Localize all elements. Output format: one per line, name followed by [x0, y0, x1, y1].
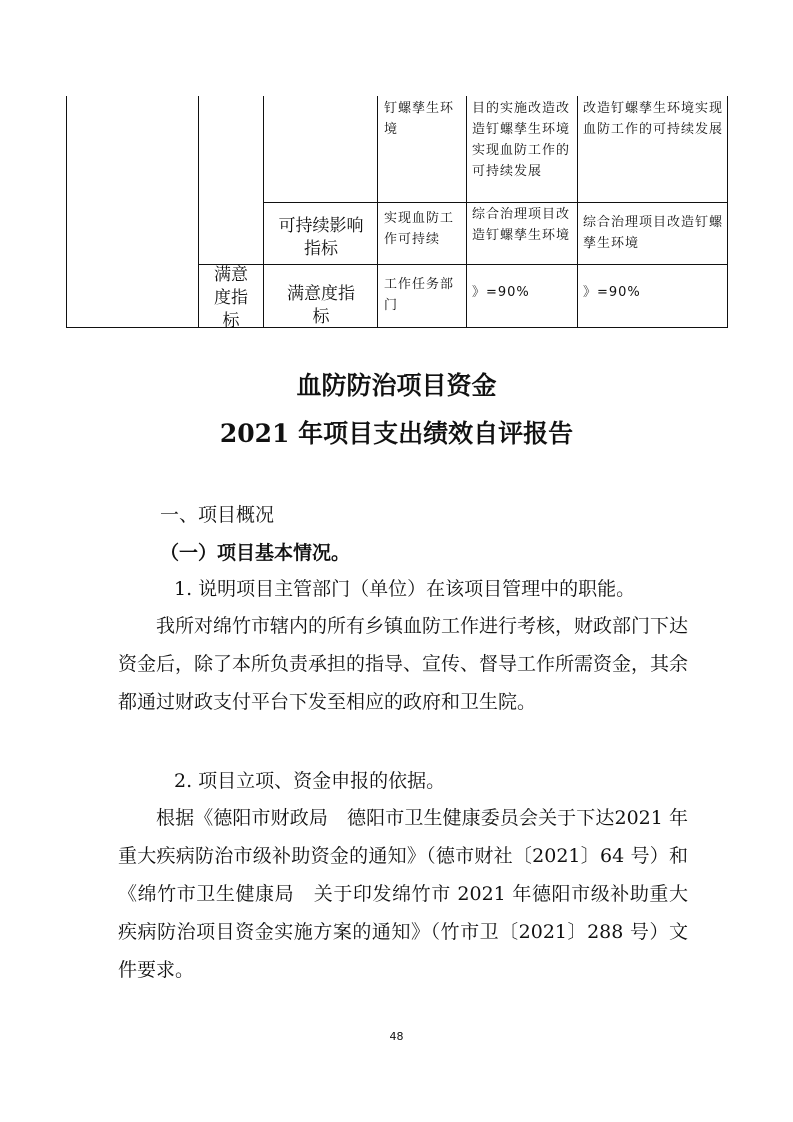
table-divider-1: [198, 96, 199, 328]
table-divider-5: [577, 96, 578, 328]
item-heading-2: 2. 项目立项、资金申报的依据。: [174, 770, 446, 792]
report-title-line-1: 血防防治项目资金: [296, 371, 497, 400]
table-row-line-2: [198, 264, 728, 265]
table-cell-category: 满意度指标: [214, 265, 248, 331]
page-number: 48: [389, 1030, 404, 1043]
table-cell-actual: 改造钉螺孳生环境实现血防工作的可持续发展: [583, 101, 724, 137]
subsection-heading: （一）项目基本情况。: [160, 542, 351, 564]
paragraph-1: 我所对绵竹市辖内的所有乡镇血防工作进行考核，财政部门下达资金后，除了本所负责承担的指导、宣传、督导工作所需资金，其余都通过财政支付平台下发至相应的政府和卫生院。: [118, 615, 689, 713]
table-cell-actual: 综合治理项目改造钉螺孳生环境: [583, 215, 724, 251]
table-divider-4: [466, 96, 467, 328]
table-cell-content: 实现血防工作可持续: [384, 211, 455, 247]
table-cell-target: 综合治理项目改造钉螺孳生环境: [472, 207, 571, 243]
table-cell-actual: 》=90%: [583, 285, 641, 300]
section-heading: 一、项目概况: [160, 504, 275, 526]
table-border-left: [66, 96, 67, 328]
table-divider-3: [377, 96, 378, 328]
table-cell-content: 钉螺孳生环境: [384, 101, 455, 137]
table-cell-target: 目的实施改造改造钉螺孳生环境实现血防工作的可持续发展: [472, 101, 571, 179]
table-cell-indicator: 满意度指标: [287, 284, 355, 327]
table-cell-content: 工作任务部门: [384, 277, 455, 313]
table-cell-target: 》=90%: [472, 285, 530, 300]
paragraph-2: 根据《德阳市财政局 德阳市卫生健康委员会关于下达2021 年重大疾病防治市级补助资金的通知》（德市财社〔2021〕64 号）和《绵竹市卫生健康局 关于印发绵竹市 2021 年德阳市级补助重大疾病防治项目资金实施方案的通知》（竹市卫〔2021〕288 号）文件要求。: [118, 807, 688, 981]
report-title-line-2: 2021 年项目支出绩效自评报告: [219, 419, 574, 448]
table-cell-indicator: 可持续影响指标: [278, 216, 364, 259]
item-heading-1: 1. 说明项目主管部门（单位）在该项目管理中的职能。: [174, 578, 636, 600]
table-border-right: [727, 96, 728, 328]
table-row-line-1: [263, 202, 728, 203]
table-border-bottom: [66, 327, 728, 328]
table-divider-2: [263, 96, 264, 328]
